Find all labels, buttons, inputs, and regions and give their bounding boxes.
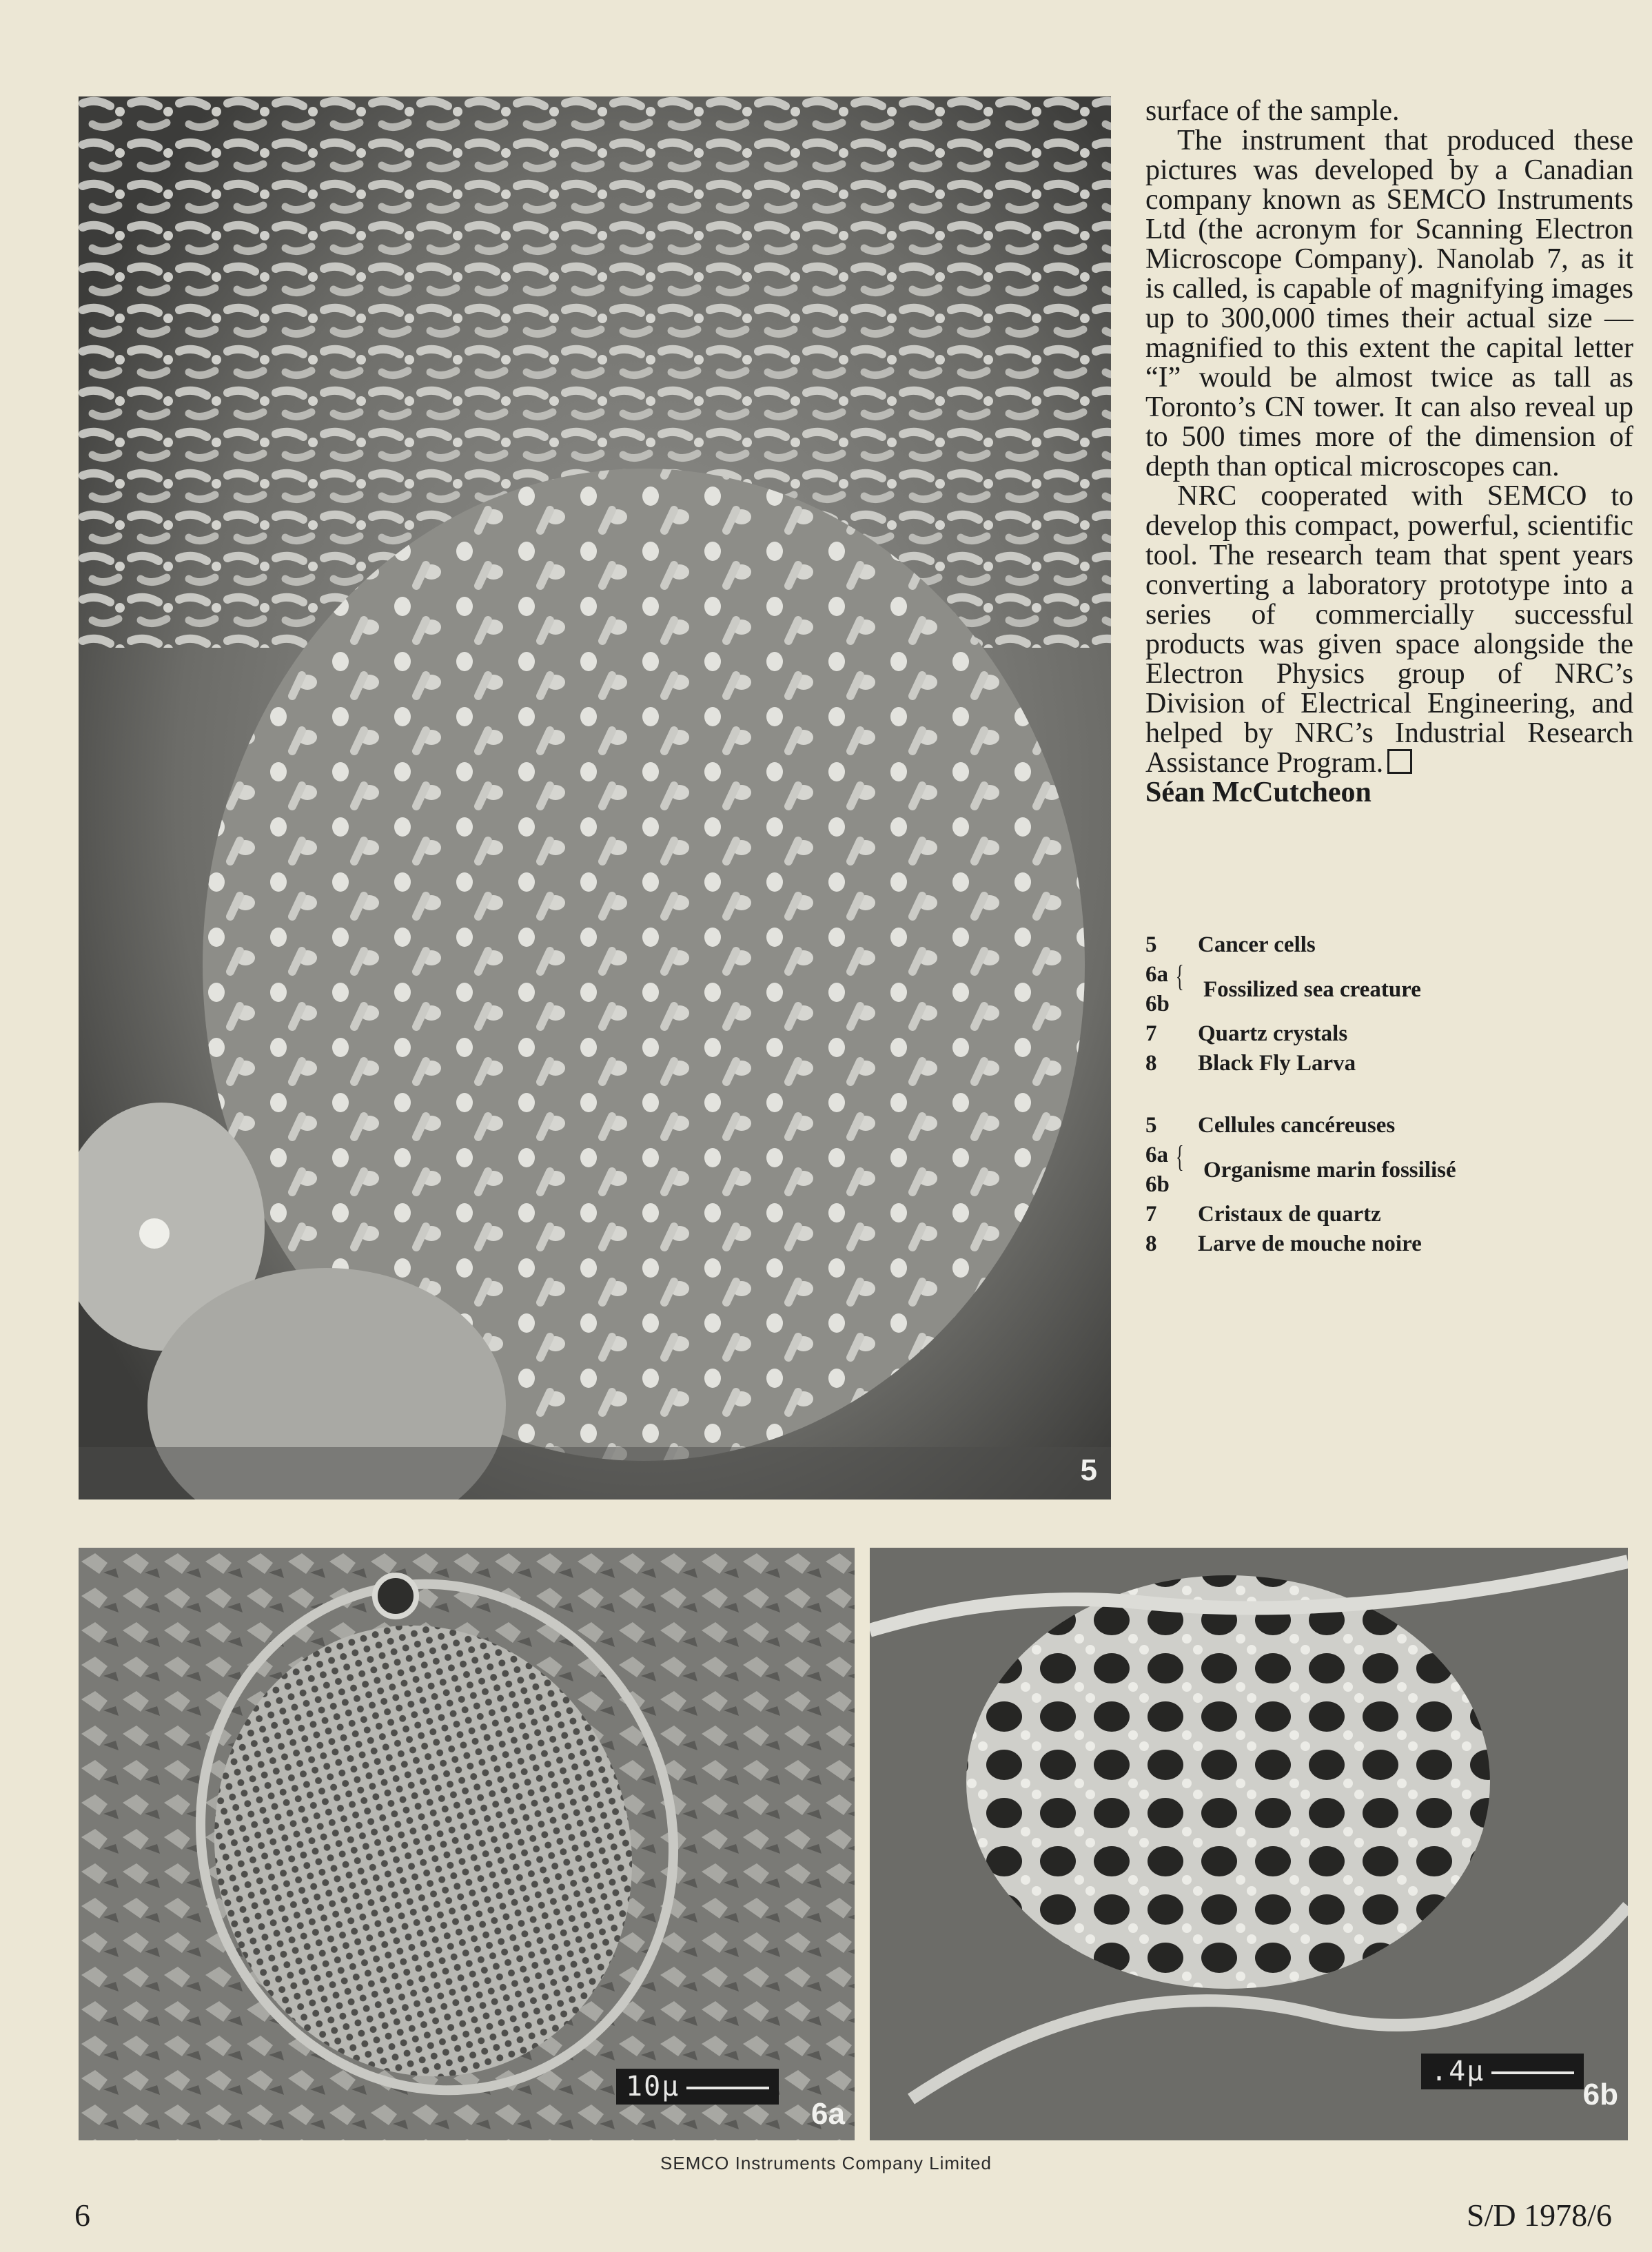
cancer-cell-image [79, 96, 1111, 1499]
caption-text: Larve de mouche noire [1198, 1231, 1422, 1256]
scale-line [1491, 2071, 1574, 2074]
fossil-closeup-image [870, 1548, 1628, 2140]
figure-6a-fossil [79, 1548, 855, 2140]
caption-text: Organisme marin fossilisé [1203, 1158, 1456, 1183]
end-mark-icon [1387, 749, 1412, 774]
figure-6b-label: 6b [1582, 2078, 1618, 2111]
author-byline: Séan McCutcheon [1145, 777, 1371, 808]
fossil-diatom-image [79, 1548, 855, 2140]
article-paragraph-2: NRC cooperated with SEMCO to develop this compact, powerful, scientific tool. The research team that spent years converting a laboratory prototype into a series of commercially successful products was given space alongside the Electron Physics group of NRC’s Division of Electrical Engineering, and helped by NRC’s Industrial Research Assistance Program. [1145, 480, 1633, 779]
caption-text: Cellules cancéreuses [1198, 1113, 1396, 1138]
caption-number: 5 [1145, 932, 1157, 957]
caption-number: 7 [1145, 1202, 1157, 1227]
caption-text: Black Fly Larva [1198, 1051, 1356, 1076]
figure-5-label: 5 [1080, 1453, 1097, 1487]
caption-number: 8 [1145, 1051, 1157, 1076]
article-body [1145, 96, 1633, 808]
caption-text: Quartz crystals [1198, 1021, 1348, 1046]
issue-label: S/D 1978/6 [1467, 2198, 1612, 2233]
caption-number: 5 [1145, 1113, 1157, 1138]
figure-6b-fossil-closeup [870, 1548, 1628, 2140]
brace-icon: { [1176, 959, 1184, 993]
article-paragraph-1: The instrument that produced these pictures was developed by a Canadian company known as SEMCO Instruments Ltd (the acronym for Scanning Electron Microscope Company). Nanolab 7, as it is called, is capable of magnifying images up to 300,000 times their actual size — magnified to this extent the capital letter “I” would be almost twice as tall as Toronto’s CN tower. It can also reveal up to 500 times more of the dimension of depth than optical microscopes can. [1145, 125, 1633, 482]
article-continuation: surface of the sample. [1145, 95, 1400, 127]
scale-line [686, 2087, 769, 2089]
caption-text: Fossilized sea creature [1203, 977, 1421, 1002]
caption-text: Cancer cells [1198, 932, 1316, 957]
caption-number: 7 [1145, 1021, 1157, 1046]
page-number: 6 [74, 2198, 90, 2233]
figure-6a-label: 6a [811, 2097, 845, 2131]
scale-bar-6b: .4µ [1421, 2054, 1584, 2089]
figure-5-cancer-cells [79, 96, 1111, 1499]
caption-number: 6a [1145, 1143, 1168, 1167]
brace-icon: { [1176, 1140, 1184, 1174]
caption-number: 6b [1145, 992, 1170, 1016]
caption-number: 8 [1145, 1231, 1157, 1256]
caption-text: Cristaux de quartz [1198, 1202, 1381, 1227]
scale-bar-6a: 10µ [616, 2069, 779, 2105]
photo-credit: SEMCO Instruments Company Limited [660, 2153, 992, 2173]
caption-number: 6b [1145, 1172, 1170, 1197]
caption-number: 6a [1145, 962, 1168, 987]
